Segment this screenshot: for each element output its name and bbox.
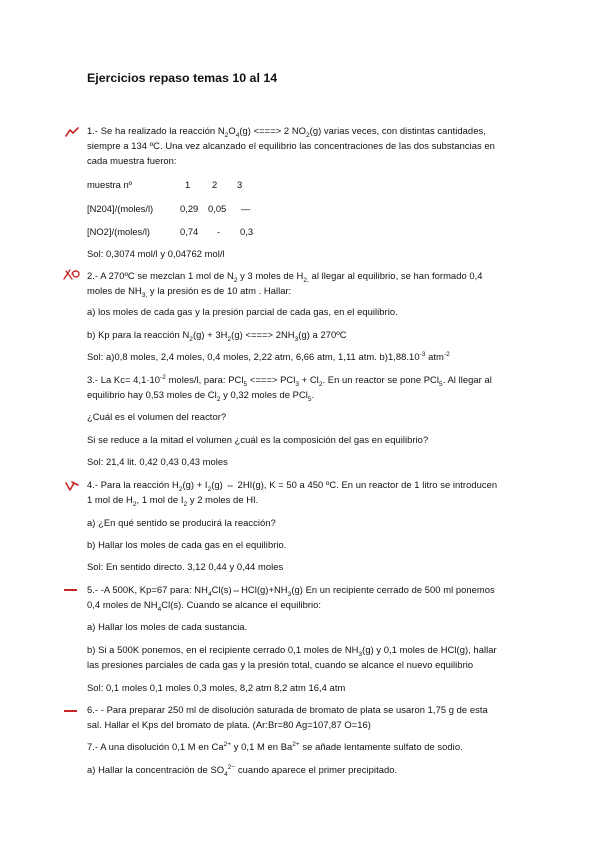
ex2-part-a: a) los moles de cada gas y la presión parcial de cada gas, en el equilibrio. (87, 306, 398, 317)
ex3-question-1: ¿Cuál es el volumen del reactor? (87, 411, 227, 422)
table-cell: muestra nº (87, 179, 133, 190)
ex1-line-3: cada muestra fueron: (87, 155, 177, 166)
table-cell: [NO2]/(moles/l) (87, 226, 151, 237)
ex5-part-b-line-2: las presiones parciales de cada gas y la presión total, cuando se alcance el nuevo equilibrio (87, 659, 474, 670)
table-cell: 0,29 (180, 203, 199, 214)
ex5-line-1: 5.- -A 500K, Kp=67 para: $NH_4Cl(s)\Leftrightarrow HCl(g)+NH_3(g)$ En un recipiente cerrado de 500 ml ponemos (87, 584, 495, 598)
ex1-line-2: siempre a 134 ºC. Una vez alcanzado el equilibrio las concentraciones de las dos substancias en (87, 140, 495, 151)
table-cell: 0,05 (208, 203, 227, 214)
scribble-mark-2 (63, 268, 81, 281)
table-cell: 2 (212, 179, 218, 190)
check-mark-4 (64, 479, 80, 493)
table-cell: — (241, 203, 251, 214)
ex5-line-2: 0,4 moles de $NH_4Cl(s)$. Cuando se alcance el equilibrio: (87, 599, 322, 613)
ex5-solution: Sol: 0,1 moles 0,1 moles 0,3 moles, 8,2 atm 8,2 atm 16,4 atm (87, 682, 346, 693)
ex3-solution: Sol: 21,4 lit. 0,42 0,43 0,43 moles (87, 456, 228, 467)
ex6-line-1: 6.- - Para preparar 250 ml de disolución saturada de bromato de plata se usaron 1,75 g de esta (87, 704, 488, 715)
ex1-solution: Sol: 0,3074 mol/l y 0,04762 mol/l (87, 248, 225, 259)
ex4-line-1: 4.- Para la reacción $H_2(g) + I_2(g)$ ⇔ 2HI(g), K = 50 a 450 ºC. En un reactor de 1 litro se introducen (87, 479, 498, 493)
page-title: Ejercicios repaso temas 10 al 14 (87, 71, 278, 85)
ex5-part-b-line-1: b) Si a 500K ponemos, en el recipiente cerrado 0,1 moles de $NH_3(g)$ y 0,1 moles de HCl(g), hallar (87, 644, 497, 658)
ex6-line-2: sal. Hallar el Kps del bromato de plata. (Ar:Br=80 Ag=107,87 O=16) (87, 719, 371, 730)
table-cell: 1 (185, 179, 191, 190)
ex3-line-2: equilibrio hay 0,53 moles de $Cl_2$ y 0,32 moles de PCl$_5$. (87, 389, 315, 403)
table-cell: - (217, 226, 221, 237)
ex4-part-b: b) Hallar los moles de cada gas en el equilibrio. (87, 539, 287, 550)
dash-mark-6 (64, 710, 77, 712)
ex3-line-1: 3.- La $Kc= 4,1\cdot 10^{-2}$ moles/l, para: PCl$_5$ <===> $PCl_3 + Cl_2$. En un reactor se pone PCl$_5$. Al llegar al (87, 373, 492, 388)
ex7-line-1: 7.- A una disolución 0,1 M en $Ca^{2+}$ y 0,1 M en $Ba^{2+}$ se añade lentamente sulfato de sodio. (87, 740, 463, 752)
ex2-solution: Sol: a)0,8 moles, 2,4 moles, 0,4 moles, 2,22 atm, 6,66 atm, 1,11 atm. $b)1,88.10^{-3}$ atm$^{-2}$ (87, 350, 450, 362)
ex3-question-2: Si se reduce a la mitad el volumen ¿cuál es la composición del gas en equilibrio? (87, 434, 429, 445)
table-cell: 0,74 (180, 226, 199, 237)
ex4-line-2: 1 mol de $H_2$, 1 mol de $I_2$ y 2 moles de HI. (87, 494, 259, 508)
ex1-line-1: 1.- Se ha realizado la reacción $N_2O_4(g)$ <===> 2 $NO_2(g)$ varias veces, con distintas cantidades, (87, 125, 486, 139)
ex2-line-2: moles de $NH_{3,}$ y la presión es de 10 atm . Hallar: (87, 285, 292, 299)
table-cell: 3 (237, 179, 243, 190)
table-cell: [N204]/(moles/l) (87, 203, 154, 214)
check-mark-1 (64, 126, 80, 138)
ex2-line-1: 2.- A 270ºC se mezclan 1 mol de $N_2$ y 3 moles de $H_{2,}$ al llegar al equilibrio, se han formado 0,4 (87, 270, 483, 284)
ex2-part-b: b) Kp para la reacción $N_2(g) + 3H_2(g)$ <===> $2NH_3(g)$ a 270ºC (87, 329, 347, 343)
ex4-part-a: a) ¿En qué sentido se producirá la reacción? (87, 517, 276, 528)
table-cell: 0,3 (240, 226, 254, 237)
dash-mark-5 (64, 589, 77, 591)
ex7-part-a: a) Hallar la concentración de $SO_4^{2-}$ cuando aparece el primer precipitado. (87, 763, 398, 778)
ex4-solution: Sol: En sentido directo. 3,12 0,44 y 0,44 moles (87, 561, 284, 572)
ex5-part-a: a) Hallar los moles de cada sustancia. (87, 621, 248, 632)
